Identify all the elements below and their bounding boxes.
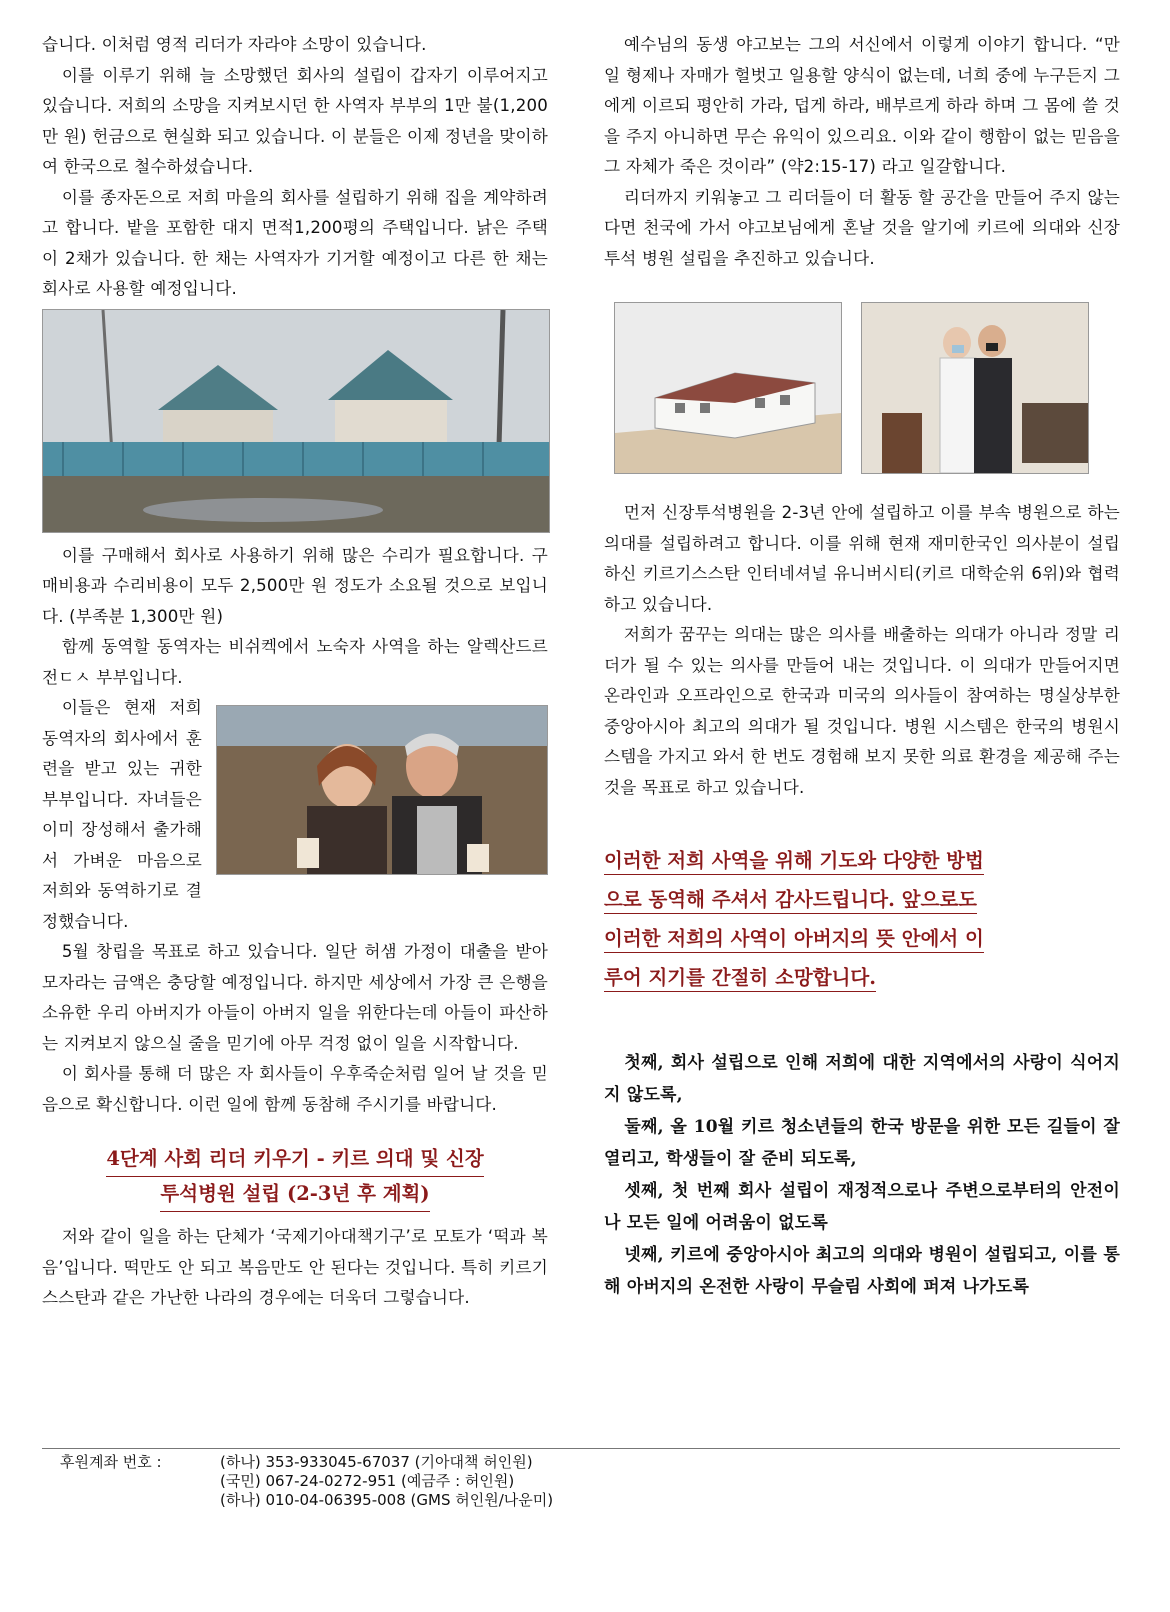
prayer-line-2: 으로 동역해 주셔서 감사드립니다. 앞으로도 bbox=[604, 888, 977, 914]
left-para-4: 이를 구매해서 회사로 사용하기 위해 많은 수리가 필요합니다. 구매비용과 수리비용이 모두 2,500만 원 정도가 소요될 것으로 보입니다. (부족분 1,300만 원) bbox=[42, 545, 548, 626]
prayer-point-3: 셋째, 첫 번째 회사 설립이 재정적으로나 주변으로부터의 안전이나 모든 일에 어려움이 없도록 bbox=[604, 1181, 1120, 1233]
left-para-6: 이들은 현재 저희 동역자의 회사에서 훈련을 받고 있는 귀한 부부입니다. 자녀들은 이미 장성해서 출가해서 가벼운 마음으로 저희와 동역하기로 결정했습니다. bbox=[42, 698, 202, 931]
left-para-9: 저와 같이 일을 하는 단체가 ‘국제기아대책기구’로 모토가 ‘떡과 복음’입니다. 떡만도 안 되고 복음만도 안 된다는 것입니다. 특히 키르기스스탄과 같은 가난한 나라의 경우에는 더욱더 그렇습니다. bbox=[42, 1227, 548, 1307]
prayer-point-1: 첫째, 회사 설립으로 인해 저희에 대한 지역에서의 사랑이 식어지지 않도록, bbox=[604, 1053, 1120, 1105]
hospital-model-icon bbox=[615, 303, 841, 473]
account-row-2 bbox=[42, 1472, 1120, 1491]
left-para-3: 이를 종자돈으로 저희 마을의 회사를 설립하기 위해 집을 계약하려고 합니다. 밭을 포함한 대지 면적1,200평의 주택입니다. 낡은 주택이 2채가 있습니다. 한 채는 사역자가 기거할 예정이고 다른 한 채는 회사로 사용할 예정입니다. bbox=[42, 187, 548, 298]
right-para-4: 저희가 꿈꾸는 의대는 많은 의사를 배출하는 의대가 아니라 정말 리더가 될 수 있는 의사를 만들어 내는 것입니다. 이 의대가 만들어지면 온라인과 오프라인으로 한국과 미국의 의사들이 참여하는 명실상부한 중앙아시아 최고의 의대가 될 것입니다. 병원 시스템은 한국의 병원시스템을 가지고 와서 한 번도 경험해 보지 못한 의료 환경을 제공해 주는 것을 목표로 하고 있습니다. bbox=[604, 625, 1120, 797]
account-2: (국민) 067-24-0272-951 (예금주 : 허인원) bbox=[220, 1472, 515, 1490]
right-column bbox=[604, 30, 1120, 1303]
left-para-5: 함께 동역할 동역자는 비쉬켁에서 노숙자 사역을 하는 알렉산드르 전ㄷㅅ 부부입니다. bbox=[42, 637, 548, 687]
donation-footer bbox=[42, 1448, 1120, 1510]
prayer-points bbox=[604, 1047, 1120, 1303]
left-para-8: 이 회사를 통해 더 많은 자 회사들이 우후죽순처럼 일어 날 것을 믿음으로 확신합니다. 이런 일에 함께 동참해 주시기를 바랍니다. bbox=[42, 1064, 548, 1114]
account-row-1 bbox=[42, 1453, 1120, 1472]
prayer-line-3: 이러한 저희의 사역이 아버지의 뜻 안에서 이 bbox=[604, 927, 984, 953]
prayer-point-4: 넷째, 키르에 중앙아시아 최고의 의대와 병원이 설립되고, 이를 통해 아버지의 온전한 사랑이 무슬림 사회에 퍼져 나가도록 bbox=[604, 1245, 1120, 1297]
section-title bbox=[42, 1142, 548, 1212]
couple-photo bbox=[216, 705, 548, 875]
prayer-request bbox=[604, 841, 1120, 997]
section-title-line-2: 투석병원 설립 (2-3년 후 계획) bbox=[160, 1177, 429, 1212]
couple-photo-icon bbox=[217, 706, 547, 874]
image-row bbox=[614, 302, 1089, 474]
prayer-line-1: 이러한 저희 사역을 위해 기도와 다양한 방법 bbox=[604, 849, 984, 875]
prayer-point-2: 둘째, 올 10월 키르 청소년들의 한국 방문을 위한 모든 길들이 잘 열리고, 학생들이 잘 준비 되도록, bbox=[604, 1117, 1120, 1169]
couple-section bbox=[42, 693, 548, 937]
left-para-1: 습니다. 이처럼 영적 리더가 자라야 소망이 있습니다. bbox=[42, 35, 427, 54]
doctors-photo-icon bbox=[862, 303, 1088, 473]
right-para-3: 먼저 신장투석병원을 2-3년 안에 설립하고 이를 부속 병원으로 하는 의대를 설립하려고 합니다. 이를 위해 현재 재미한국인 의사분이 설립하신 키르기스스탄 인터네셔널 유니버시티(키르 대학순위 6위)와 협력하고 있습니다. bbox=[604, 503, 1120, 614]
doctors-photo bbox=[861, 302, 1089, 474]
house-photo-icon bbox=[43, 310, 549, 532]
right-para-1: 예수님의 동생 야고보는 그의 서신에서 이렇게 이야기 합니다. “만일 형제나 자매가 헐벗고 일용할 양식이 없는데, 너희 중에 누구든지 그에게 이르되 평안히 가라, 덥게 하라, 배부르게 하라 하며 그 몸에 쓸 것을 주지 아니하면 무슨 유익이 있으리요. 이와 같이 행함이 없는 믿음을 그 자체가 죽은 것이라” (약2:15-17) 라고 일갈합니다. bbox=[604, 35, 1120, 176]
account-1: (하나) 353-933045-67037 (기아대책 허인원) bbox=[220, 1453, 533, 1471]
right-para-2: 리더까지 키워놓고 그 리더들이 더 활동 할 공간을 만들어 주지 않는다면 천국에 가서 야고보님에게 혼날 것을 알기에 키르에 의대와 신장투석 병원 설립을 추진하고 있습니다. bbox=[604, 187, 1120, 268]
prayer-line-4: 루어 지기를 간절히 소망합니다. bbox=[604, 966, 876, 992]
account-label: 후원계좌 번호 : bbox=[60, 1453, 162, 1471]
left-para-2: 이를 이루기 위해 늘 소망했던 회사의 설립이 갑자기 이루어지고 있습니다. 저희의 소망을 지켜보시던 한 사역자 부부의 1만 불(1,200만 원) 헌금으로 현실화 되고 있습니다. 이 분들은 이제 정년을 맞이하여 한국으로 철수하셨습니다. bbox=[42, 65, 548, 176]
house-photo bbox=[42, 309, 550, 533]
left-para-7: 5월 창립을 목표로 하고 있습니다. 일단 허샘 가정이 대출을 받아 모자라는 금액은 충당할 예정입니다. 하지만 세상에서 가장 큰 은행을 소유한 우리 아버지가 아들이 아버지 일을 위한다는데 아들이 파산하는 지켜보지 않으실 줄을 믿기에 아무 걱정 없이 일을 시작합니다. bbox=[42, 942, 548, 1053]
account-row-3 bbox=[42, 1491, 1120, 1510]
left-column bbox=[42, 30, 548, 1314]
hospital-model-photo bbox=[614, 302, 842, 474]
account-3: (하나) 010-04-06395-008 (GMS 허인원/나운미) bbox=[220, 1491, 554, 1509]
section-title-line-1: 4단계 사회 리더 키우기 - 키르 의대 및 신장 bbox=[106, 1142, 483, 1177]
